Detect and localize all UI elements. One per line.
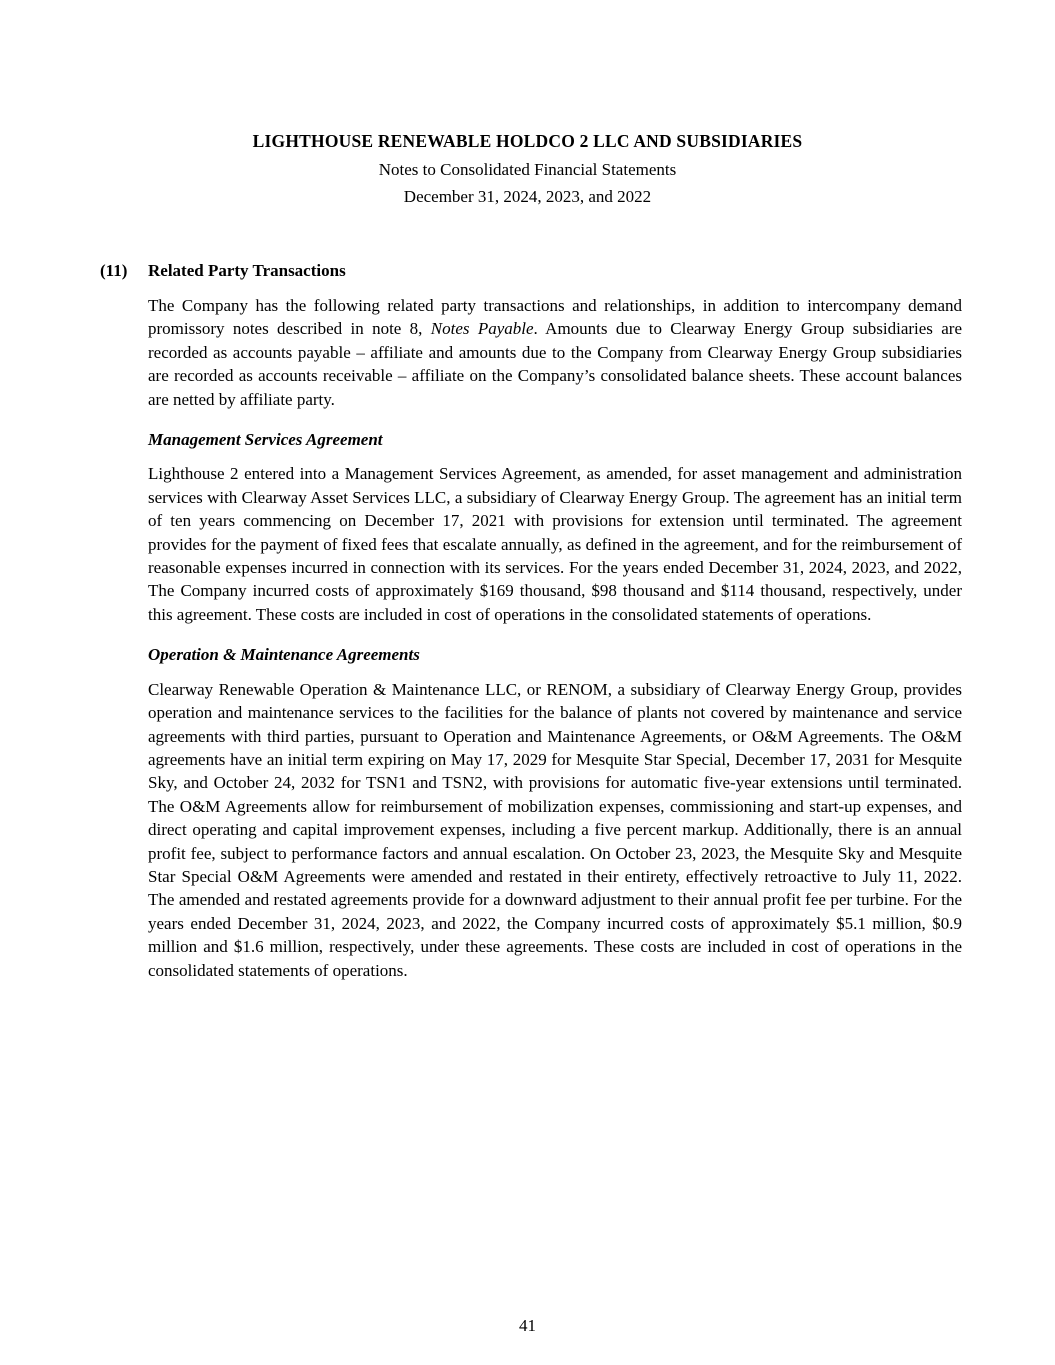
subsection-heading-management-services: Management Services Agreement — [148, 430, 383, 450]
company-title: LIGHTHOUSE RENEWABLE HOLDCO 2 LLC AND SUBSIDIARIES — [252, 131, 803, 151]
management-services-paragraph: Lighthouse 2 entered into a Management Services Agreement, as amended, for asset management and administration services with Clearway Asset Services LLC, a subsidiary of Clearway Energy Group. The agreement has an initial term of ten years commencing on December 17, 2021 with provisions for extension until terminated. The agreement provides for the payment of fixed fees that escalate annually, as defined in the agreement, and for the reimbursement of reasonable expenses incurred in connection with its services. For the years ended December 31, 2024, 2023, and 2022, The Company incurred costs of approximately $169 thousand, $98 thousand and $114 thousand, respectively, under this agreement. These costs are included in cost of operations in the consolidated statements of operations. — [148, 464, 962, 624]
related-party-transactions-section — [0, 259, 1055, 982]
subsection-heading-operation-maintenance: Operation & Maintenance Agreements — [148, 645, 420, 665]
intro-italic-phrase: Notes Payable — [430, 319, 534, 339]
document-header — [0, 128, 1055, 211]
period-dates: December 31, 2024, 2023, and 2022 — [403, 187, 652, 206]
section-heading — [100, 259, 1055, 283]
notes-subtitle: Notes to Consolidated Financial Statements — [378, 159, 677, 179]
intro-paragraph — [148, 294, 962, 411]
operation-maintenance-paragraph: Clearway Renewable Operation & Maintenance LLC, or RENOM, a subsidiary of Clearway Energy Group, provides operation and maintenance services to the facilities for the balance of plants not covered by maintenance and service agreements with third parties, pursuant to Operation and Maintenance Agreements, or O&M Agreements. The O&M agreements have an initial term expiring on May 17, 2029 for Mesquite Star Special, December 17, 2031 for Mesquite Sky, and October 24, 2032 for TSN1 and TSN2, with provisions for automatic five-year extensions until terminated. The O&M Agreements allow for reimbursement of mobilization expenses, commissioning and start-up expenses, and direct operating and capital improvement expenses, including a five percent markup. Additionally, there is an annual profit fee, subject to performance factors and annual escalation. On October 23, 2023, the Mesquite Sky and Mesquite Star Special O&M Agreements were amended and restated in their entirety, effectively retroactive to July 11, 2022. The amended and restated agreements provide for a downward adjustment to their annual profit fee per turbine. For the years ended December 31, 2024, 2023, and 2022, the Company incurred costs of approximately $5.1 million, $0.9 million and $1.6 million, respectively, under these agreements. These costs are included in cost of operations in the consolidated statements of operations. — [148, 679, 962, 980]
intro-text-after: . Amounts due to Clearway Energy Group subsidiaries are recorded as accounts payable – affiliate and amounts due to the Company from Clearway Energy Group subsidiaries are recorded as accounts receivable – affiliate on the Company’s consolidated balance sheets. These account balances are netted by affiliate party. — [148, 319, 962, 409]
section-title: Related Party Transactions — [148, 260, 346, 280]
intro-text-before: The Company has the following related party transactions and relationships, in addition to intercompany demand promissory notes described in note 8, — [148, 296, 962, 339]
section-body — [148, 294, 962, 982]
page-footer — [0, 1316, 1055, 1336]
page-number: 41 — [519, 1316, 536, 1335]
section-number: (11) — [100, 260, 128, 280]
